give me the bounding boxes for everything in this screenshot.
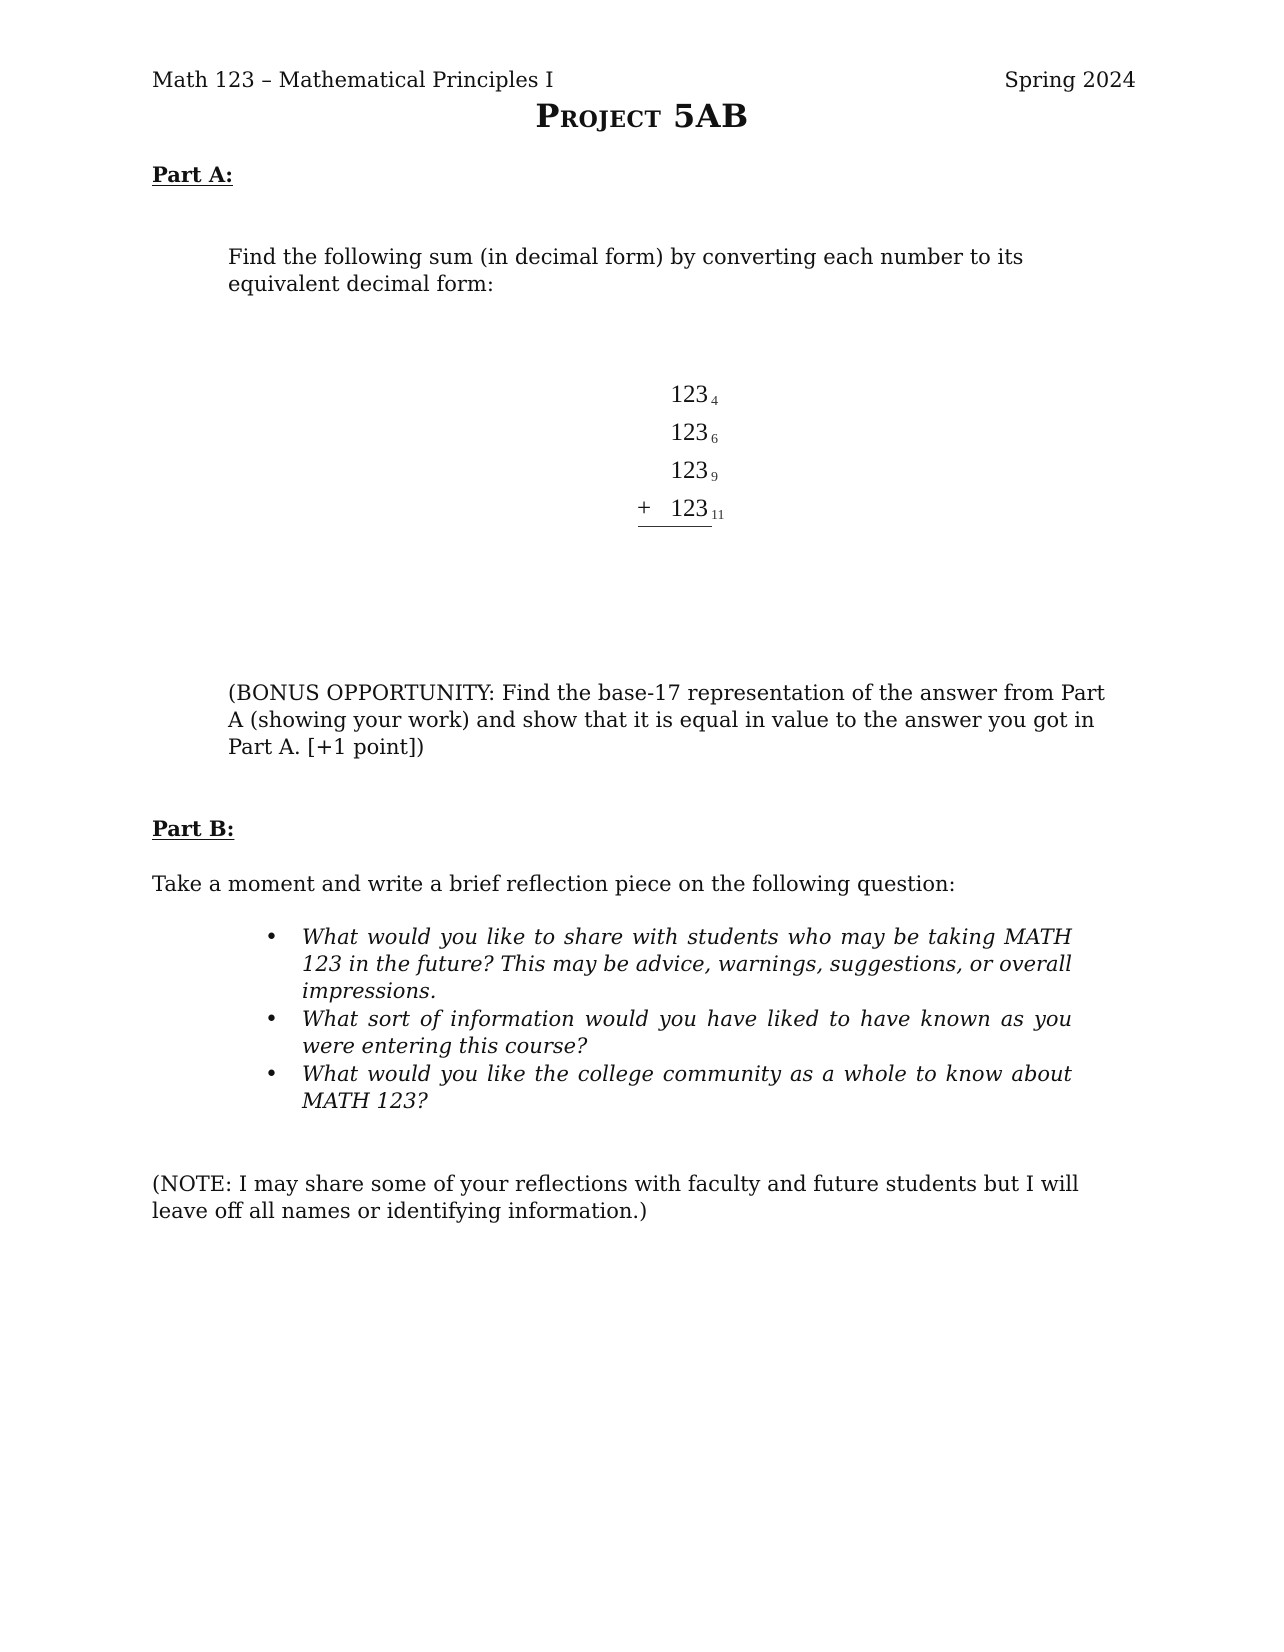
sum-rule [638, 526, 712, 527]
list-item [262, 1061, 1072, 1115]
part-b-prompt: Take a moment and write a brief reflection piece on the following question: [152, 872, 956, 896]
addend-number: 123 [670, 457, 708, 484]
addend-base-subscript: 4 [711, 394, 718, 409]
list-item [262, 1006, 1072, 1060]
addend-row [620, 456, 740, 494]
addend-base-subscript: 6 [711, 432, 718, 447]
term-label: Spring 2024 [1004, 68, 1136, 92]
question-text: What would you like to share with students who may be taking MATH 123 in the future? This may be advice, warnings, suggestions, or overall impressions. [302, 925, 1072, 1003]
addend-base-subscript: 9 [711, 470, 718, 485]
bonus-opportunity: (BONUS OPPORTUNITY: Find the base-17 representation of the answer from Part A (showing your work) and show that it is equal in value to the answer you got in Part A. [+1 point]) [228, 681, 1105, 759]
privacy-note: (NOTE: I may share some of your reflections with faculty and future students but I will leave off all names or identifying information.) [152, 1172, 1079, 1223]
question-text: What would you like the college community as a whole to know about MATH 123? [302, 1062, 1072, 1113]
addend-number: 123 [670, 495, 708, 522]
part-a-instructions: Find the following sum (in decimal form) by converting each number to its equivalent decimal form: [228, 245, 1024, 296]
course-name: Math 123 – Mathematical Principles I [152, 68, 554, 92]
addend-number: 123 [670, 381, 708, 408]
bullet-icon: • [265, 1007, 278, 1032]
addend-row [620, 418, 740, 456]
plus-sign: + [637, 495, 652, 522]
bullet-icon: • [265, 1062, 278, 1087]
question-text: What sort of information would you have liked to have known as you were entering this course? [302, 1007, 1072, 1058]
part-a-heading: Part A: [152, 162, 233, 187]
part-b-heading: Part B: [152, 816, 235, 841]
page-title: Project 5AB [535, 97, 749, 135]
list-item [262, 924, 1072, 1005]
addition-problem [620, 380, 740, 532]
bullet-icon: • [265, 925, 278, 950]
addend-base-subscript: 11 [711, 508, 725, 523]
addend-number: 123 [670, 419, 708, 446]
reflection-questions [262, 924, 1072, 1116]
addend-row [620, 380, 740, 418]
